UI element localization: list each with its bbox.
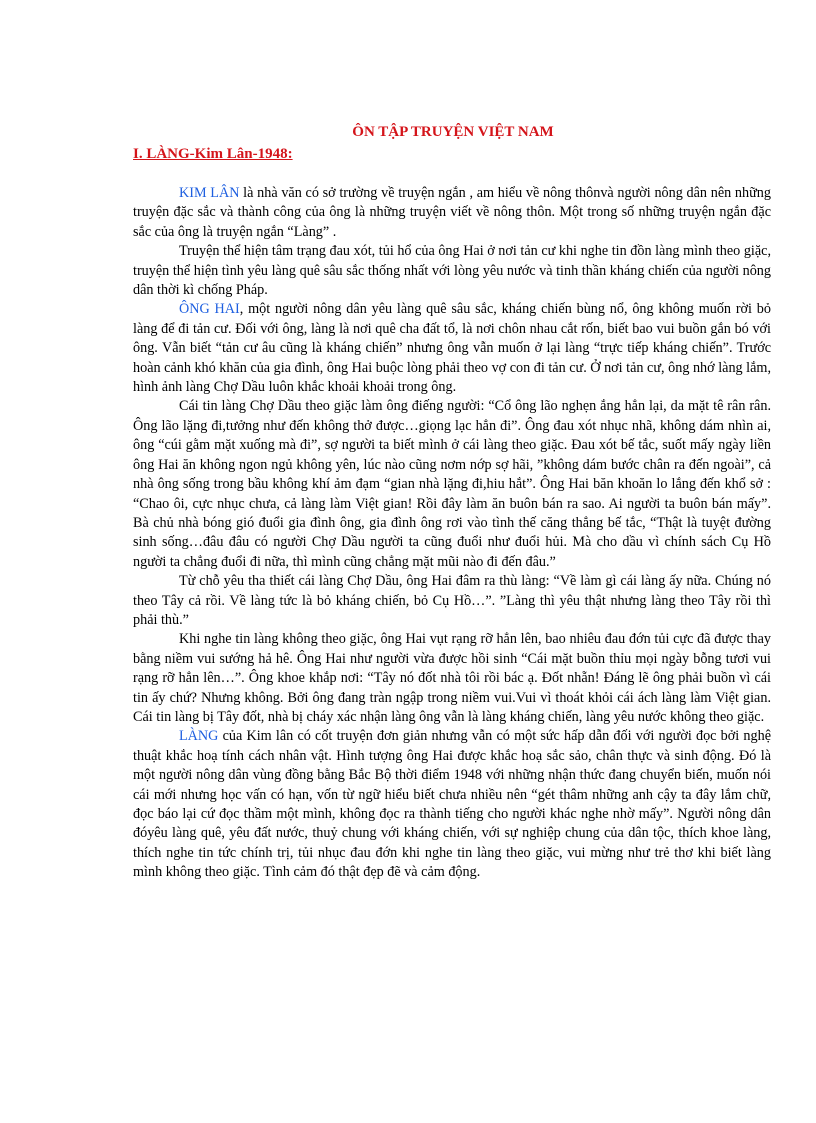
paragraph-text: là nhà văn có sở trường về truyện ngắn , am hiểu về nông thônvà người nông dân nên những truyện đặc sắc và thành công của ông là những truyện viết về nông thôn. Một trong số những truyện ngắn đặc sắc của ông là truyện ngắn “Làng” . — [133, 185, 771, 240]
paragraph-text: của Kim lân có cốt truyện đơn giản nhưng vẫn có một sức hấp dẫn đối với người đọc bởi nghệ thuật khắc hoạ tính cách nhân vật. Hình tượng ông Hai được khắc hoạ sắc sảo, chân thực và sinh động. Đó là một người nông dân vùng đồng bằng Bắc Bộ thời điểm 1948 với những nhận thức đang chuyển biến, muốn nói cái mới nhưng học vấn có hạn, vốn từ ngữ hiểu biết chưa nhiều nên “gét thâm những anh cậy ta đây lắm chữ, đọc báo lại cứ đọc thầm một mình, không đọc ra thành tiếng cho người khác nghe nhờ mấy”. Người nông dân đóyêu làng quê, yêu đất nước, thuỷ chung với kháng chiến, với sự nghiệp chung của dân tộc, thích khoe làng, thích nghe tin tức chính trị, tủi nhục đau đớn khi nghe tin làng theo giặc, vui mừng như trẻ thơ khi biết làng mình không theo giặc. Tình cảm đó thật đẹp đẽ và cảm động. — [133, 728, 771, 881]
paragraph-5 — [133, 572, 771, 630]
paragraph-2 — [133, 242, 771, 300]
lead-word: LÀNG — [179, 728, 219, 745]
paragraph-4 — [133, 397, 771, 572]
paragraph-6 — [133, 630, 771, 727]
paragraph-text: Khi nghe tin làng không theo giặc, ông Hai vụt rạng rỡ hẳn lên, bao nhiêu đau đớn tủi cực đã được thay bằng niềm vui sướng hả hê. Ông Hai như người vừa được hồi sinh “Cái mặt buồn thỉu mọi ngày bỗng tươi vui rạng rỡ hẳn lên…”. Ông khoe khắp nơi: “Tây nó đốt nhà tôi rồi bác ạ. Đốt nhẵn! Đáng lẽ ông phải buồn vì cái tin ấy chứ? Nhưng không. Bởi ông đang tràn ngập trong niềm vui.Vui vì thoát khỏi cái ách làng làm Việt gian. Cái tin làng bị Tây đốt, nhà bị cháy xác nhận làng ông vẫn là làng kháng chiến, làng yêu nước không theo giặc. — [133, 631, 771, 725]
paragraph-text: Cái tin làng Chợ Dầu theo giặc làm ông điếng người: “Cổ ông lão nghẹn ắng hẳn lại, da mặt tê rân rân. Ông lão lặng đi,tưởng như đến không thở được…giọng lạc hẳn đi”. Ông đau xót nhục nhã, không dám nhìn ai, ông “cúi gằm mặt xuống mà đi”, sợ người ta biết mình ở cái làng theo giặc. Đau xót bế tắc, suốt mấy ngày liền ông Hai ăn không ngon ngủ không yên, lúc nào cũng nơm nớp sợ hãi, ”không dám bước chân ra đến ngoài”, cả nhà ông sống trong bầu không khí ảm đạm “gian nhà lặng đi,hiu hắt”. Ông Hai băn khoăn lo lắng đến khổ sở : “Chao ôi, cực nhục chưa, cả làng làm Việt gian! Rồi đây làm ăn buôn bán ra sao. Ai người ta buôn bán mấy”. Bà chủ nhà bóng gió đuổi gia đình ông, gia đình ông rơi vào tình thế căng thẳng bế tắc, “Thật là tuyệt đường sinh sống…đâu đâu có người Chợ Dầu người ta cũng đuổi như đuổi hủi. Mà cho dầu vì chính sách Cụ Hồ người ta chẳng đuổi đi nữa, thì mình cũng chẳng mặt mũi nào đi đến đâu.” — [133, 398, 771, 570]
paragraph-7 — [133, 727, 771, 882]
paragraph-text: , một người nông dân yêu làng quê sâu sắc, kháng chiến bùng nổ, ông không muốn rời bỏ làng để đi tản cư. Đối với ông, làng là nơi quê cha đất tổ, là nơi chôn nhau cắt rốn, biết bao vui buồn gắn bó với ông. Vẫn biết “tản cư âu cũng là kháng chiến” nhưng ông vẫn muốn ở lại làng “trực tiếp kháng chiến”. Trước hoàn cảnh khó khăn của gia đình, ông Hai buộc lòng phải theo vợ con đi tản cư. Ở nơi tản cư, ông nhớ làng lắm, hình ảnh làng Chợ Dầu luôn khắc khoải khoải trong ông. — [133, 301, 771, 396]
paragraph-3 — [133, 300, 771, 397]
paragraph-text: Truyện thể hiện tâm trạng đau xót, tủi hổ của ông Hai ở nơi tản cư khi nghe tin đồn làng mình theo giặc, truyện thể hiện tình yêu làng quê sâu sắc thống nhất với lòng yêu nước và tinh thần kháng chiến của người nông dân thời kì chống Pháp. — [133, 243, 771, 299]
lead-word: KIM LÂN — [179, 185, 240, 201]
section-heading: I. LÀNG-Kim Lân-1948: — [133, 146, 293, 162]
document-title: ÔN TẬP TRUYỆN VIỆT NAM — [352, 124, 554, 140]
document-page — [133, 122, 771, 883]
paragraph-1 — [133, 184, 771, 242]
paragraph-text: Từ chỗ yêu tha thiết cái làng Chợ Dầu, ông Hai đâm ra thù làng: “Về làm gì cái làng ấy nữa. Chúng nó theo Tây cả rồi. Về làng tức là bỏ kháng chiến, bỏ Cụ Hồ…”. ”Làng thì yêu thật nhưng làng theo Tây rồi thì phải thù.” — [133, 573, 771, 628]
lead-word: ÔNG HAI — [179, 301, 240, 318]
document-body — [133, 184, 771, 883]
